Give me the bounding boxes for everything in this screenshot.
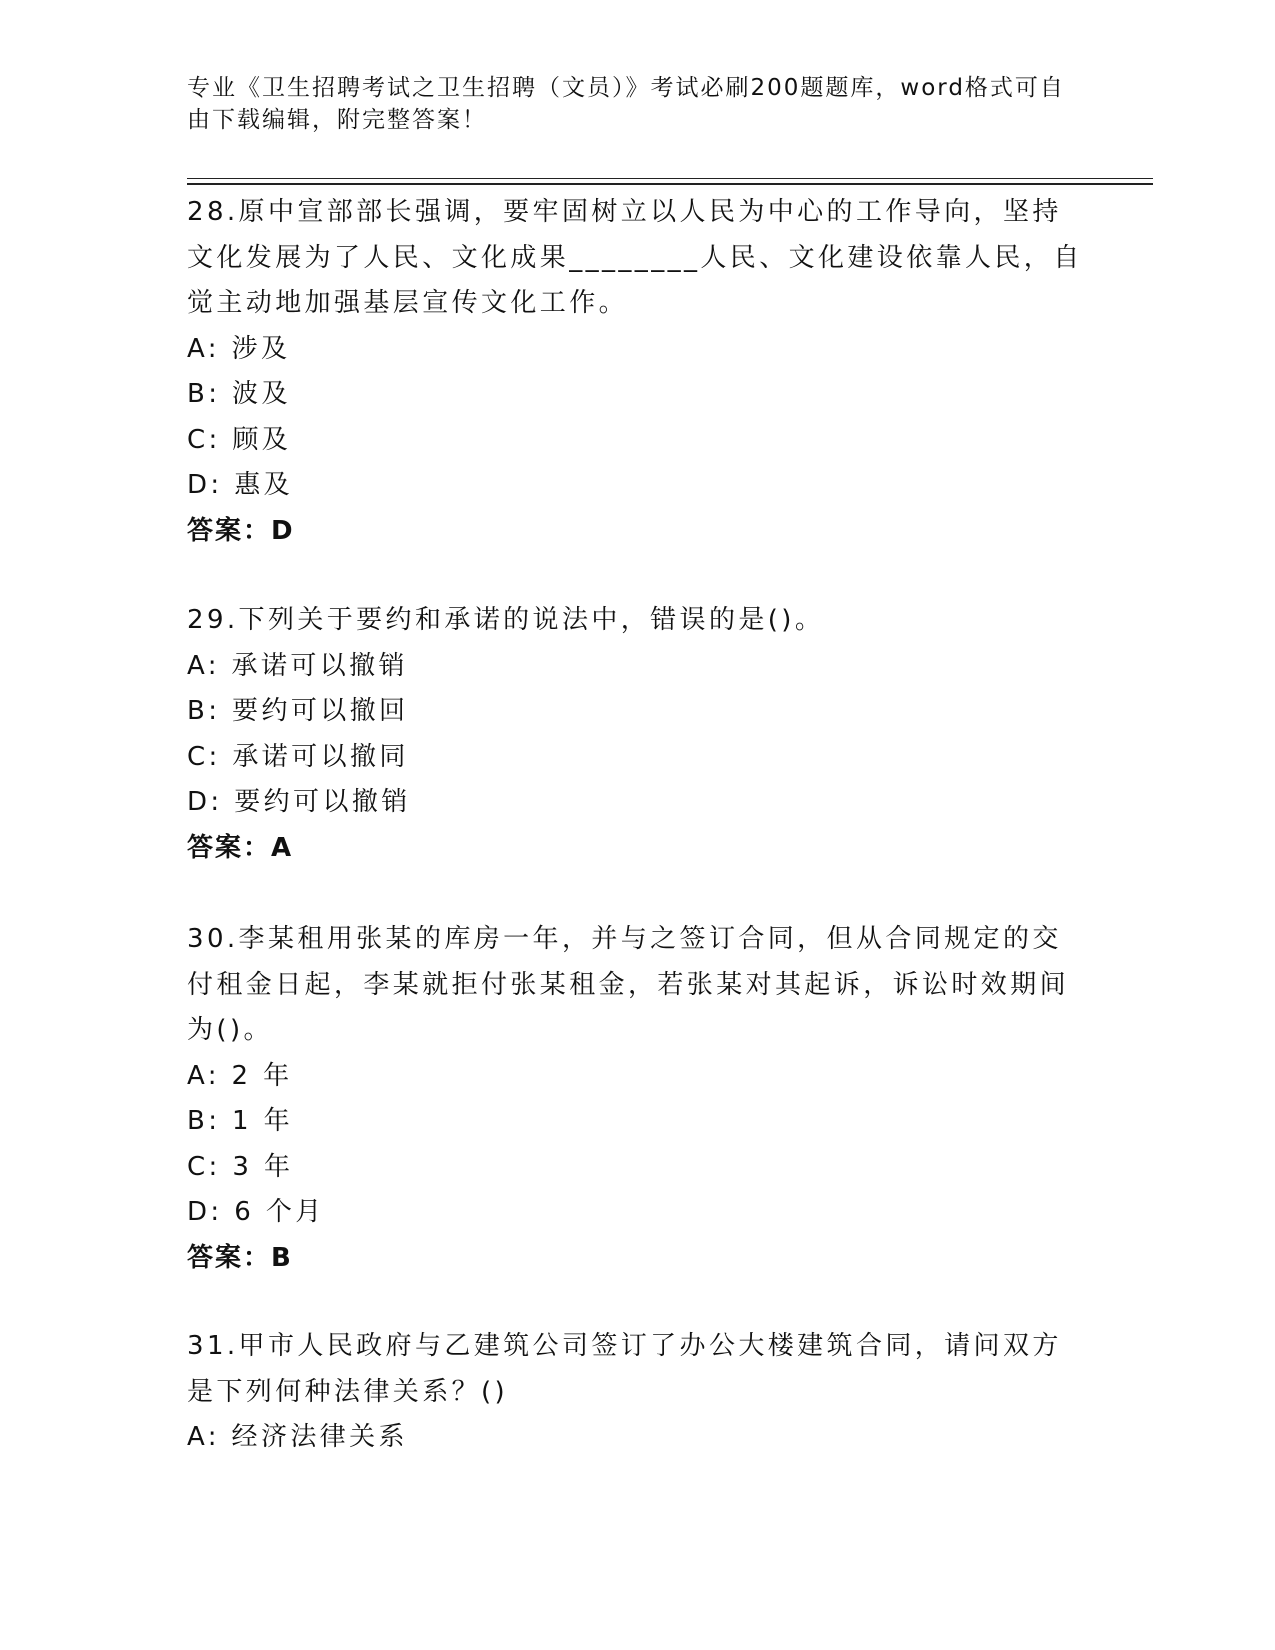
question-28	[187, 190, 1087, 554]
option-d: D: 惠及	[187, 470, 294, 500]
option-c: C: 3 年	[187, 1151, 294, 1182]
question-30	[187, 917, 1087, 1281]
option-b: B: 要约可以撤回	[187, 696, 409, 726]
question-29	[187, 598, 1087, 871]
answer-line: 答案：D	[187, 515, 295, 546]
option-c: C: 顾及	[187, 424, 292, 455]
option-a: A: 经济法律关系	[187, 1422, 408, 1452]
question-stem: 30.李某租用张某的库房一年，并与之签订合同，但从合同规定的交付租金日起，李某就拒付张某租金，若张某对其起诉，诉讼时效期间为()。	[187, 924, 1070, 1045]
question-31	[187, 1324, 1087, 1461]
option-c: C: 承诺可以撤同	[187, 741, 409, 772]
answer-line: 答案：A	[187, 832, 294, 863]
option-d: D: 6 个月	[187, 1197, 325, 1227]
option-a: A: 承诺可以撤销	[187, 650, 408, 681]
option-b: B: 波及	[187, 379, 291, 409]
option-b: B: 1 年	[187, 1106, 294, 1136]
answer-line: 答案：B	[187, 1242, 293, 1273]
header-divider-thin	[187, 178, 1153, 179]
document-header: 专业《卫生招聘考试之卫生招聘（文员）》考试必刷200题题库，word格式可自由下载编辑，附完整答案！	[187, 75, 1065, 133]
option-a: A: 涉及	[187, 333, 291, 364]
question-stem: 29.下列关于要约和承诺的说法中，错误的是()。	[187, 605, 825, 635]
header-divider-thick	[187, 183, 1153, 185]
option-a: A: 2 年	[187, 1060, 293, 1091]
question-stem: 31.甲市人民政府与乙建筑公司签订了办公大楼建筑合同，请问双方是下列何种法律关系？()	[187, 1331, 1062, 1407]
option-d: D: 要约可以撤销	[187, 787, 411, 817]
question-stem: 28.原中宣部部长强调，要牢固树立以人民为中心的工作导向，坚持文化发展为了人民、文化成果________人民、文化建设依靠人民，自觉主动地加强基层宣传文化工作。	[187, 197, 1083, 318]
